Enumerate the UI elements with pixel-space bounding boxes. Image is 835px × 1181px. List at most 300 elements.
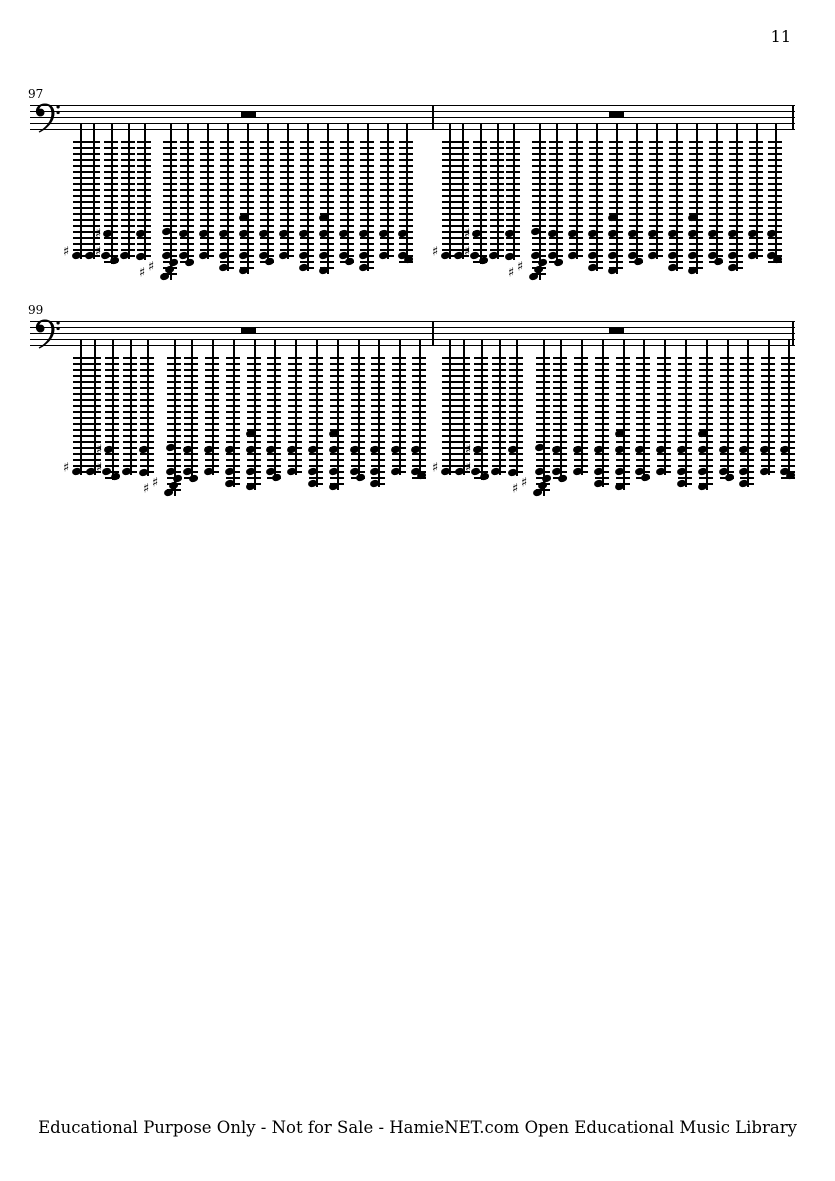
ledger-line [532, 159, 546, 161]
ledger-line [399, 237, 413, 239]
ledger-line [709, 201, 723, 203]
ledger-line [442, 141, 456, 143]
ledger-line [240, 165, 254, 167]
note-stem [247, 123, 249, 274]
ledger-line [104, 201, 118, 203]
barline [432, 105, 434, 130]
ledger-line [678, 411, 692, 413]
ledger-line [740, 363, 754, 365]
ledger-line [768, 243, 782, 245]
ledger-line [629, 165, 643, 167]
ledger-line [649, 189, 663, 191]
ledger-line [309, 369, 323, 371]
ledger-line [609, 153, 623, 155]
ledger-line [167, 381, 181, 383]
ledger-line [629, 219, 643, 221]
ledger-line [536, 363, 550, 365]
ledger-line [87, 375, 101, 377]
ledger-line [729, 171, 743, 173]
ledger-line [105, 369, 119, 371]
ledger-line [589, 189, 603, 191]
ledger-line [330, 375, 344, 377]
notehead [355, 473, 365, 482]
ledger-line [220, 159, 234, 161]
ledger-line [392, 369, 406, 371]
ledger-line [509, 411, 523, 413]
ledger-line [288, 453, 302, 455]
ledger-line [121, 201, 135, 203]
ledger-line [669, 261, 683, 263]
ledger-line [137, 243, 151, 245]
ledger-line [532, 237, 546, 239]
note-stem [254, 339, 256, 490]
ledger-line [392, 405, 406, 407]
ledger-line [340, 177, 354, 179]
ledger-line [392, 423, 406, 425]
ledger-line [220, 153, 234, 155]
ledger-line [740, 441, 754, 443]
ledger-line [549, 153, 563, 155]
ledger-line [205, 375, 219, 377]
ledger-line [649, 165, 663, 167]
ledger-line [240, 225, 254, 227]
ledger-line [553, 387, 567, 389]
ledger-line [699, 375, 713, 377]
ledger-line [609, 261, 623, 263]
ledger-line [412, 459, 426, 461]
ledger-line [761, 399, 775, 401]
ledger-line [309, 423, 323, 425]
ledger-line [360, 207, 374, 209]
ledger-line [657, 435, 671, 437]
note-stem [706, 339, 708, 490]
ledger-line [87, 423, 101, 425]
ledger-line [73, 465, 87, 467]
ledger-line [163, 141, 177, 143]
ledger-line [455, 177, 469, 179]
ledger-line [649, 141, 663, 143]
ledger-line [616, 399, 630, 401]
ledger-line [412, 375, 426, 377]
ledger-line [761, 411, 775, 413]
ledger-line [123, 459, 137, 461]
ledger-line [473, 225, 487, 227]
ledger-line [260, 243, 274, 245]
ledger-line [360, 153, 374, 155]
ledger-line [226, 375, 240, 377]
ledger-line [689, 177, 703, 179]
ledger-line [649, 147, 663, 149]
ledger-line [340, 249, 354, 251]
ledger-line [657, 453, 671, 455]
ledger-line [300, 141, 314, 143]
ledger-line [267, 459, 281, 461]
ledger-line [574, 375, 588, 377]
ledger-line [184, 387, 198, 389]
ledger-line [180, 195, 194, 197]
ledger-line [104, 147, 118, 149]
ledger-line [636, 417, 650, 419]
ledger-line [709, 159, 723, 161]
ledger-line [280, 171, 294, 173]
ledger-line [781, 387, 795, 389]
ledger-line [709, 183, 723, 185]
ledger-line [768, 177, 782, 179]
ledger-line [121, 213, 135, 215]
ledger-line [140, 429, 154, 431]
ledger-line [73, 387, 87, 389]
ledger-line [574, 465, 588, 467]
ledger-line [330, 441, 344, 443]
ledger-line [371, 453, 385, 455]
ledger-line [399, 249, 413, 251]
ledger-line [490, 207, 504, 209]
ledger-line [412, 399, 426, 401]
ledger-line [761, 429, 775, 431]
ledger-line [616, 405, 630, 407]
ledger-line [492, 387, 506, 389]
ledger-line [678, 357, 692, 359]
ledger-line [536, 417, 550, 419]
ledger-line [569, 171, 583, 173]
ledger-line [569, 213, 583, 215]
ledger-line [442, 237, 456, 239]
ledger-line [709, 219, 723, 221]
notehead [101, 467, 111, 476]
ledger-line [180, 147, 194, 149]
ledger-line [569, 147, 583, 149]
ledger-line [123, 387, 137, 389]
ledger-line [137, 225, 151, 227]
ledger-line [574, 459, 588, 461]
ledger-line [200, 195, 214, 197]
ledger-line [200, 159, 214, 161]
ledger-line [123, 393, 137, 395]
ledger-line [549, 225, 563, 227]
ledger-line [609, 165, 623, 167]
ledger-line [200, 249, 214, 251]
ledger-line [73, 405, 87, 407]
ledger-line [288, 429, 302, 431]
ledger-line [456, 369, 470, 371]
ledger-line [574, 411, 588, 413]
ledger-line [474, 459, 488, 461]
ledger-line [490, 153, 504, 155]
ledger-line [768, 171, 782, 173]
ledger-line [320, 243, 334, 245]
ledger-line [569, 207, 583, 209]
ledger-line [720, 465, 734, 467]
ledger-line [589, 225, 603, 227]
ledger-line [689, 171, 703, 173]
ledger-line [247, 357, 261, 359]
ledger-line [180, 213, 194, 215]
ledger-line [442, 459, 456, 461]
ledger-line [689, 225, 703, 227]
ledger-line [123, 363, 137, 365]
ledger-line [761, 441, 775, 443]
ledger-line [320, 201, 334, 203]
ledger-line [300, 171, 314, 173]
ledger-line [247, 477, 261, 479]
ledger-line [73, 201, 87, 203]
ledger-line [509, 387, 523, 389]
ledger-line [104, 213, 118, 215]
ledger-line [509, 399, 523, 401]
notehead [188, 474, 198, 483]
ledger-line [768, 207, 782, 209]
ledger-line [87, 435, 101, 437]
ledger-line [532, 195, 546, 197]
ledger-line [205, 423, 219, 425]
notehead [469, 251, 479, 260]
ledger-line [532, 243, 546, 245]
ledger-line [280, 207, 294, 209]
ledger-line [678, 375, 692, 377]
ledger-line [399, 171, 413, 173]
ledger-line [709, 153, 723, 155]
ledger-line [609, 201, 623, 203]
ledger-line [184, 423, 198, 425]
ledger-line [380, 177, 394, 179]
ledger-line [553, 363, 567, 365]
ledger-line [184, 417, 198, 419]
ledger-line [740, 357, 754, 359]
ledger-line [761, 381, 775, 383]
bass-clef-icon [35, 103, 62, 134]
ledger-line [73, 183, 87, 185]
ledger-line [574, 417, 588, 419]
ledger-line [532, 249, 546, 251]
ledger-line [442, 387, 456, 389]
ledger-line [137, 177, 151, 179]
ledger-line [73, 411, 87, 413]
note-stem [513, 123, 515, 260]
ledger-line [167, 363, 181, 365]
ledger-line [636, 375, 650, 377]
ledger-line [87, 399, 101, 401]
ledger-line [167, 375, 181, 377]
ledger-line [442, 465, 456, 467]
ledger-line [267, 417, 281, 419]
ledger-line [180, 249, 194, 251]
ledger-line [768, 159, 782, 161]
ledger-line [180, 141, 194, 143]
ledger-line [288, 417, 302, 419]
ledger-line [300, 147, 314, 149]
ledger-line [351, 429, 365, 431]
ledger-line [226, 459, 240, 461]
ledger-line [473, 207, 487, 209]
whole-rest [609, 328, 624, 333]
ledger-line [351, 387, 365, 389]
ledger-line [123, 375, 137, 377]
ledger-line [267, 405, 281, 407]
ledger-line [740, 375, 754, 377]
ledger-line [729, 249, 743, 251]
ledger-line [399, 165, 413, 167]
ledger-line [351, 453, 365, 455]
ledger-line [589, 237, 603, 239]
ledger-line [589, 261, 603, 263]
ledger-line [163, 207, 177, 209]
ledger-line [536, 441, 550, 443]
ledger-line [412, 405, 426, 407]
ledger-line [330, 423, 344, 425]
ledger-line [260, 165, 274, 167]
ledger-line [649, 225, 663, 227]
ledger-line [137, 165, 151, 167]
ledger-line [595, 417, 609, 419]
ledger-line [569, 141, 583, 143]
ledger-line [330, 411, 344, 413]
ledger-line [740, 417, 754, 419]
ledger-line [553, 357, 567, 359]
ledger-line [163, 189, 177, 191]
ledger-line [330, 387, 344, 389]
ledger-line [105, 387, 119, 389]
ledger-line [309, 387, 323, 389]
ledger-line [205, 393, 219, 395]
ledger-line [629, 207, 643, 209]
ledger-line [532, 153, 546, 155]
ledger-line [549, 165, 563, 167]
ledger-line [371, 465, 385, 467]
ledger-line [669, 219, 683, 221]
ledger-line [720, 429, 734, 431]
ledger-line [288, 363, 302, 365]
notehead [713, 257, 723, 266]
ledger-line [490, 147, 504, 149]
ledger-line [490, 225, 504, 227]
note-stem [406, 123, 408, 263]
ledger-line [360, 237, 374, 239]
ledger-line [720, 423, 734, 425]
ledger-line [553, 435, 567, 437]
ledger-line [689, 141, 703, 143]
ledger-line [86, 195, 100, 197]
sharp-accidental: ♯ [463, 226, 471, 242]
sharp-accidental: ♯ [147, 259, 155, 275]
sharp-accidental: ♯ [62, 460, 70, 476]
ledger-line [73, 147, 87, 149]
ledger-line [123, 369, 137, 371]
ledger-line [280, 249, 294, 251]
ledger-line [536, 381, 550, 383]
ledger-line [205, 387, 219, 389]
ledger-line [330, 477, 344, 479]
staff-line [30, 339, 795, 340]
ledger-line [220, 249, 234, 251]
ledger-line [595, 357, 609, 359]
ledger-line [536, 459, 550, 461]
ledger-line [280, 177, 294, 179]
ledger-line [442, 405, 456, 407]
ledger-line [226, 453, 240, 455]
ledger-line [455, 141, 469, 143]
ledger-line [163, 159, 177, 161]
ledger-line [73, 453, 87, 455]
ledger-line [595, 363, 609, 365]
ledger-line [86, 189, 100, 191]
staff-line [30, 111, 795, 112]
ledger-line [532, 183, 546, 185]
ledger-line [121, 195, 135, 197]
ledger-line [549, 213, 563, 215]
ledger-line [595, 387, 609, 389]
ledger-line [595, 411, 609, 413]
notehead [470, 467, 480, 476]
ledger-line [380, 165, 394, 167]
ledger-line [781, 357, 795, 359]
ledger-line [455, 207, 469, 209]
ledger-line [749, 159, 763, 161]
note-stem [623, 339, 625, 490]
ledger-line [226, 405, 240, 407]
ledger-line [629, 153, 643, 155]
ledger-line [749, 213, 763, 215]
ledger-line [288, 387, 302, 389]
ledger-line [569, 249, 583, 251]
notehead [159, 272, 169, 281]
ledger-line [720, 369, 734, 371]
ledger-line [240, 195, 254, 197]
ledger-line [86, 159, 100, 161]
ledger-line [649, 171, 663, 173]
ledger-line [492, 399, 506, 401]
ledger-line [309, 435, 323, 437]
sharp-accidental: ♯ [511, 481, 519, 497]
ledger-line [288, 465, 302, 467]
ledger-line [351, 369, 365, 371]
ledger-line [260, 201, 274, 203]
ledger-line [240, 147, 254, 149]
ledger-line [689, 189, 703, 191]
ledger-line [629, 183, 643, 185]
ledger-line [104, 159, 118, 161]
ledger-line [636, 423, 650, 425]
ledger-line [532, 213, 546, 215]
ledger-line [392, 435, 406, 437]
ledger-line [226, 357, 240, 359]
ledger-line [442, 183, 456, 185]
ledger-line [140, 405, 154, 407]
ledger-line [240, 171, 254, 173]
ledger-line [167, 423, 181, 425]
ledger-line [104, 153, 118, 155]
ledger-line [371, 441, 385, 443]
ledger-line [636, 357, 650, 359]
ledger-line [636, 393, 650, 395]
ledger-line [768, 219, 782, 221]
ledger-line [740, 423, 754, 425]
ledger-line [300, 195, 314, 197]
ledger-line [399, 159, 413, 161]
ledger-line [506, 147, 520, 149]
ledger-line [205, 435, 219, 437]
ledger-line [442, 165, 456, 167]
ledger-line [678, 369, 692, 371]
measure-number: 97 [28, 87, 44, 101]
ledger-line [73, 381, 87, 383]
ledger-line [553, 369, 567, 371]
ledger-line [636, 381, 650, 383]
ledger-line [781, 429, 795, 431]
ledger-line [595, 369, 609, 371]
ledger-line [709, 189, 723, 191]
ledger-line [137, 201, 151, 203]
ledger-line [340, 219, 354, 221]
